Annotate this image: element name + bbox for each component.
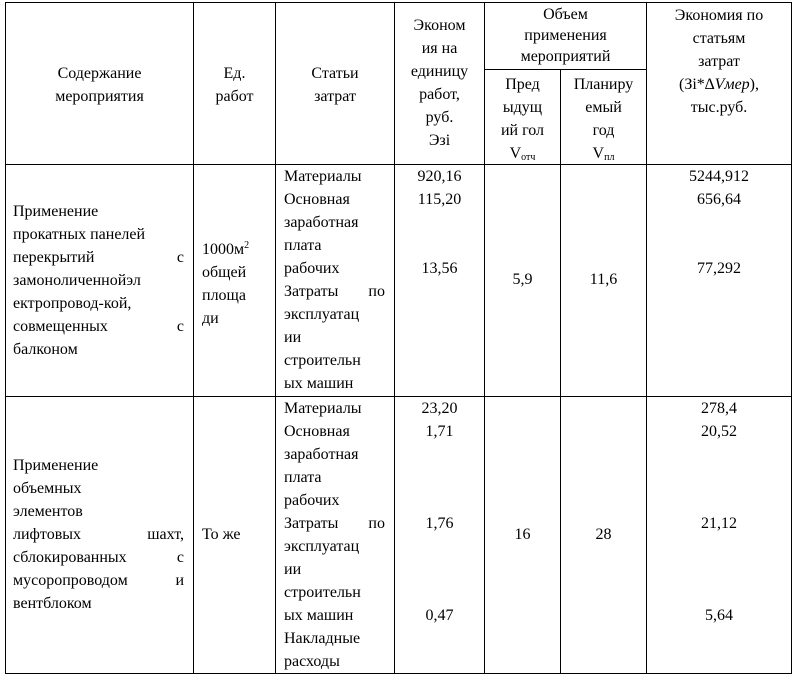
row2-economy-1: 278,4 20,52: [701, 400, 737, 440]
row1-prev-volume: 5,9: [512, 271, 533, 288]
row2-per-unit-3: 0,47: [425, 607, 454, 624]
row2-unit: То же: [202, 526, 241, 543]
row1-articles: Материалы Основная заработная плата рабочих Затраты по эксплуатац ии строительн ых машин: [284, 168, 385, 392]
row2-per-unit-1: 23,20 1,71: [421, 400, 458, 440]
row2-prev-volume: 16: [514, 526, 531, 543]
row2-articles: Материалы Основная заработная плата рабочих Затраты по эксплуатац ии строительн ых машин Накладные расходы: [284, 400, 385, 670]
row1-plan-volume: 11,6: [589, 271, 618, 288]
header-unit: Ед. работ: [215, 65, 254, 105]
row1-name: Применение прокатных панелей перекрытий с замоноличеннойэл ектропровод-кой, совмещенных с балконом: [13, 203, 184, 358]
row2-name: Применение объемных элементов лифтовых шахт, сблокированных с мусоропроводом и вентблоком: [13, 457, 184, 612]
row2-economy-3: 5,64: [705, 607, 733, 624]
header-saving-per-unit: Эконом ия на единицу работ, руб. Эзi: [410, 17, 469, 149]
header-planned-year: Планиру емый год $V_{пл}$: [573, 76, 634, 163]
row2-per-unit-2: 1,76: [425, 515, 454, 532]
header-volume: Объем применения мероприятий: [520, 6, 611, 65]
row1-economy-2: 77,292: [697, 260, 741, 277]
row1-unit: $1000м^2$ общей площа ди: [202, 240, 250, 327]
header-economy: Экономия по статьям затрат (Зi*∆Vмер), тыс.руб.: [674, 7, 764, 116]
header-previous-year: Пред ыдущ ий гол $V_{отч}$: [500, 76, 545, 163]
row2-plan-volume: 28: [595, 526, 612, 543]
row2-economy-2: 21,12: [701, 515, 737, 532]
row1-per-unit-2: 13,56: [421, 260, 458, 277]
row1-per-unit-1: 920,16 115,20: [417, 168, 462, 208]
row1-economy-1: 5244,912 656,64: [689, 168, 749, 208]
header-content: Содержание мероприятия: [55, 65, 144, 105]
header-cost-items: Статьи затрат: [311, 65, 359, 105]
